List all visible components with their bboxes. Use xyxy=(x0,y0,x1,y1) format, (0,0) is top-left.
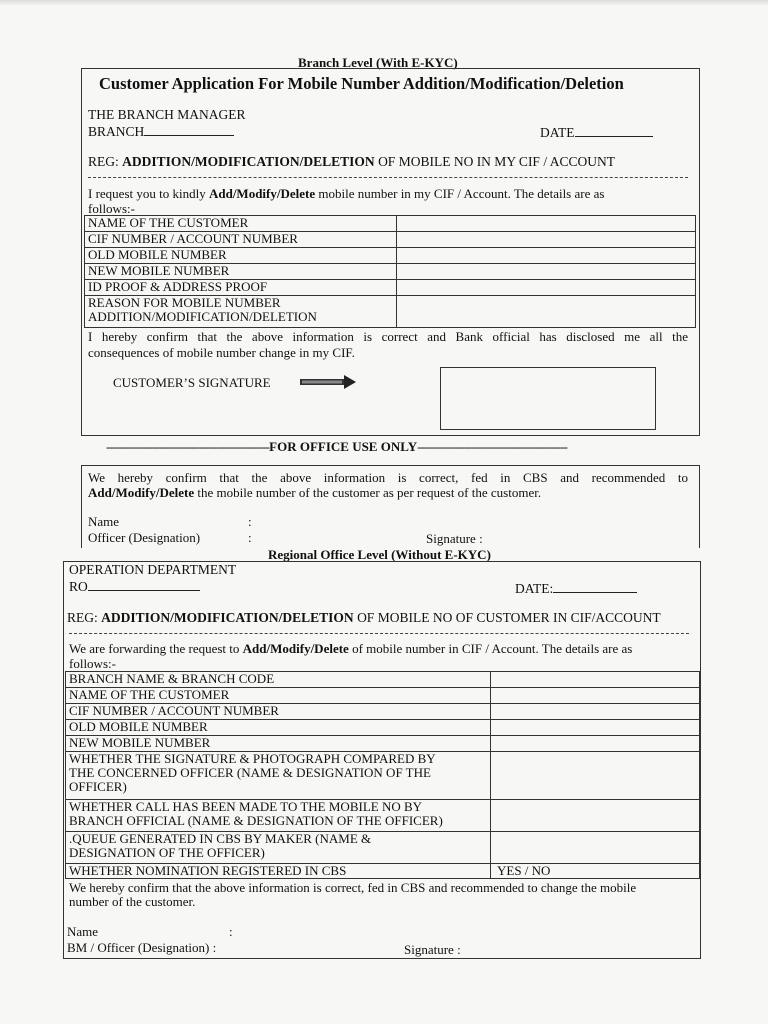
queue-row-line: .QUEUE GENERATED IN CBS BY MAKER (NAME & xyxy=(69,831,372,846)
table-row xyxy=(85,296,696,328)
request-prefix: I request you to kindly xyxy=(88,186,209,201)
table-row xyxy=(66,688,700,704)
branch-details-table xyxy=(84,215,696,328)
right-arrow-icon xyxy=(300,375,356,389)
officer-name-label: Name xyxy=(88,514,120,529)
officer-name-colon: : xyxy=(248,514,252,529)
forward-line-2: follows:- xyxy=(69,656,116,671)
regional-date-label: DATE: xyxy=(515,581,554,596)
bm-name-colon: : xyxy=(229,924,233,939)
row-value-field[interactable] xyxy=(491,752,700,800)
bm-designation-label: BM / Officer (Designation) : xyxy=(67,940,217,955)
regional-level-heading: Regional Office Level (Without E-KYC) xyxy=(268,547,491,562)
branch-level-heading: Branch Level (With E-KYC) xyxy=(298,55,458,70)
regional-reg-line xyxy=(67,610,661,626)
row-label: CIF NUMBER / ACCOUNT NUMBER xyxy=(66,704,491,720)
customer-signature-box[interactable] xyxy=(440,367,656,430)
office-use-line xyxy=(106,439,567,455)
regional-date-field[interactable] xyxy=(553,580,637,593)
officer-confirm-line-2 xyxy=(88,485,541,500)
branch-date-line xyxy=(540,124,653,141)
forward-line xyxy=(69,641,632,656)
table-row xyxy=(85,264,696,280)
row-label: OLD MOBILE NUMBER xyxy=(85,248,397,264)
table-row xyxy=(66,704,700,720)
row-value-field[interactable] xyxy=(397,216,696,232)
row-label: ID PROOF & ADDRESS PROOF xyxy=(85,280,397,296)
officer-designation-label: Officer (Designation) xyxy=(88,530,201,545)
officer-confirm-line-1: We hereby confirm that the above information is correct, fed in CBS and recommended to xyxy=(88,470,688,485)
row-label xyxy=(66,832,491,864)
request-suffix: mobile number in my CIF / Account. The details are as xyxy=(315,186,605,201)
row-label: CIF NUMBER / ACCOUNT NUMBER xyxy=(85,232,397,248)
row-value-field[interactable] xyxy=(397,296,696,328)
form-title: Customer Application For Mobile Number Addition/Modification/Deletion xyxy=(99,74,624,93)
table-row xyxy=(66,864,700,879)
row-value-field[interactable] xyxy=(397,248,696,264)
reg-prefix: REG: xyxy=(67,610,102,625)
reason-line-2: ADDITION/MODIFICATION/DELETION xyxy=(88,309,317,324)
branch-line xyxy=(88,123,234,140)
request-line-2: follows:- xyxy=(88,201,135,216)
officer-signature-label: Signature : xyxy=(426,531,483,546)
branch-date-field[interactable] xyxy=(575,124,653,137)
request-line xyxy=(88,186,604,201)
dash-trailer: --------------------------------------------- xyxy=(417,439,567,454)
table-row xyxy=(85,248,696,264)
addressee: THE BRANCH MANAGER xyxy=(88,107,246,122)
operation-department: OPERATION DEPARTMENT xyxy=(69,562,237,577)
row-value-field[interactable] xyxy=(491,720,700,736)
row-label: WHETHER NOMINATION REGISTERED IN CBS xyxy=(66,864,491,879)
row-label: NAME OF THE CUSTOMER xyxy=(85,216,397,232)
officer-confirm-rest: the mobile number of the customer as per request of the customer. xyxy=(194,485,542,500)
table-row xyxy=(66,832,700,864)
ro-line xyxy=(69,578,200,595)
table-row xyxy=(66,672,700,688)
row-value-field[interactable] xyxy=(397,280,696,296)
branch-field[interactable] xyxy=(144,123,234,136)
nomination-value[interactable]: YES / NO xyxy=(491,864,700,879)
forward-bold: Add/Modify/Delete xyxy=(242,641,349,656)
office-use-label: FOR OFFICE USE ONLY xyxy=(269,439,418,454)
dash-leader: ------------------------------------------------- xyxy=(106,439,270,454)
reg-suffix: OF MOBILE NO IN MY CIF / ACCOUNT xyxy=(374,154,615,169)
officer-designation-colon: : xyxy=(248,530,252,545)
queue-row-line: DESIGNATION OF THE OFFICER) xyxy=(69,845,265,860)
sig-row-line: OFFICER) xyxy=(69,779,127,794)
page-edge xyxy=(0,0,768,6)
row-label: OLD MOBILE NUMBER xyxy=(66,720,491,736)
sig-row-line: THE CONCERNED OFFICER (NAME & DESIGNATION OF THE xyxy=(69,765,431,780)
regional-confirm-line-2: number of the customer. xyxy=(69,894,196,909)
row-value-field[interactable] xyxy=(491,736,700,752)
bm-signature-label: Signature : xyxy=(404,942,461,957)
forward-prefix: We are forwarding the request to xyxy=(69,641,243,656)
table-row xyxy=(85,232,696,248)
call-row-line: BRANCH OFFICIAL (NAME & DESIGNATION OF THE OFFICER) xyxy=(69,813,443,828)
table-row xyxy=(85,216,696,232)
bm-name-label: Name xyxy=(67,924,99,939)
reg-suffix: OF MOBILE NO OF CUSTOMER IN CIF/ACCOUNT xyxy=(353,610,661,625)
officer-confirm-bold: Add/Modify/Delete xyxy=(88,485,195,500)
row-value-field[interactable] xyxy=(491,704,700,720)
regional-confirm-line-1: We hereby confirm that the above information is correct, fed in CBS and recommended to change the mobile xyxy=(69,880,637,895)
row-label xyxy=(66,752,491,800)
table-row xyxy=(66,736,700,752)
divider xyxy=(69,633,689,634)
confirm-line-1: I hereby confirm that the above information is correct and Bank official has disclosed me all the xyxy=(88,329,688,344)
row-value-field[interactable] xyxy=(491,688,700,704)
row-label: NAME OF THE CUSTOMER xyxy=(66,688,491,704)
row-label: BRANCH NAME & BRANCH CODE xyxy=(66,672,491,688)
request-bold: Add/Modify/Delete xyxy=(208,186,316,201)
table-row xyxy=(66,752,700,800)
row-value-field[interactable] xyxy=(491,672,700,688)
reason-line-1: REASON FOR MOBILE NUMBER xyxy=(88,295,281,310)
branch-label: BRANCH xyxy=(88,124,145,139)
sig-row-line: WHETHER THE SIGNATURE & PHOTOGRAPH COMPARED BY xyxy=(69,751,436,766)
reg-bold: ADDITION/MODIFICATION/DELETION xyxy=(101,610,354,625)
reg-bold: ADDITION/MODIFICATION/DELETION xyxy=(122,154,375,169)
regional-details-table xyxy=(65,671,700,879)
table-row xyxy=(66,800,700,832)
call-row-line: WHETHER CALL HAS BEEN MADE TO THE MOBILE NO BY xyxy=(69,799,423,814)
ro-field[interactable] xyxy=(88,578,200,591)
confirm-line-2: consequences of mobile number change in my CIF. xyxy=(88,345,355,360)
reg-prefix: REG: xyxy=(88,154,123,169)
branch-reg-line xyxy=(88,154,615,170)
row-value-field[interactable] xyxy=(397,264,696,280)
row-value-field[interactable] xyxy=(491,832,700,864)
row-label: NEW MOBILE NUMBER xyxy=(85,264,397,280)
forward-suffix: of mobile number in CIF / Account. The details are as xyxy=(348,641,633,656)
customer-signature-label: CUSTOMER’S SIGNATURE xyxy=(113,375,271,390)
regional-date-line xyxy=(515,580,637,597)
ro-label: RO xyxy=(69,579,88,594)
row-label: NEW MOBILE NUMBER xyxy=(66,736,491,752)
table-row xyxy=(85,280,696,296)
divider xyxy=(88,177,688,178)
row-value-field[interactable] xyxy=(397,232,696,248)
branch-date-label: DATE xyxy=(540,125,575,140)
row-label xyxy=(66,800,491,832)
row-label xyxy=(85,296,397,328)
table-row xyxy=(66,720,700,736)
row-value-field[interactable] xyxy=(491,800,700,832)
